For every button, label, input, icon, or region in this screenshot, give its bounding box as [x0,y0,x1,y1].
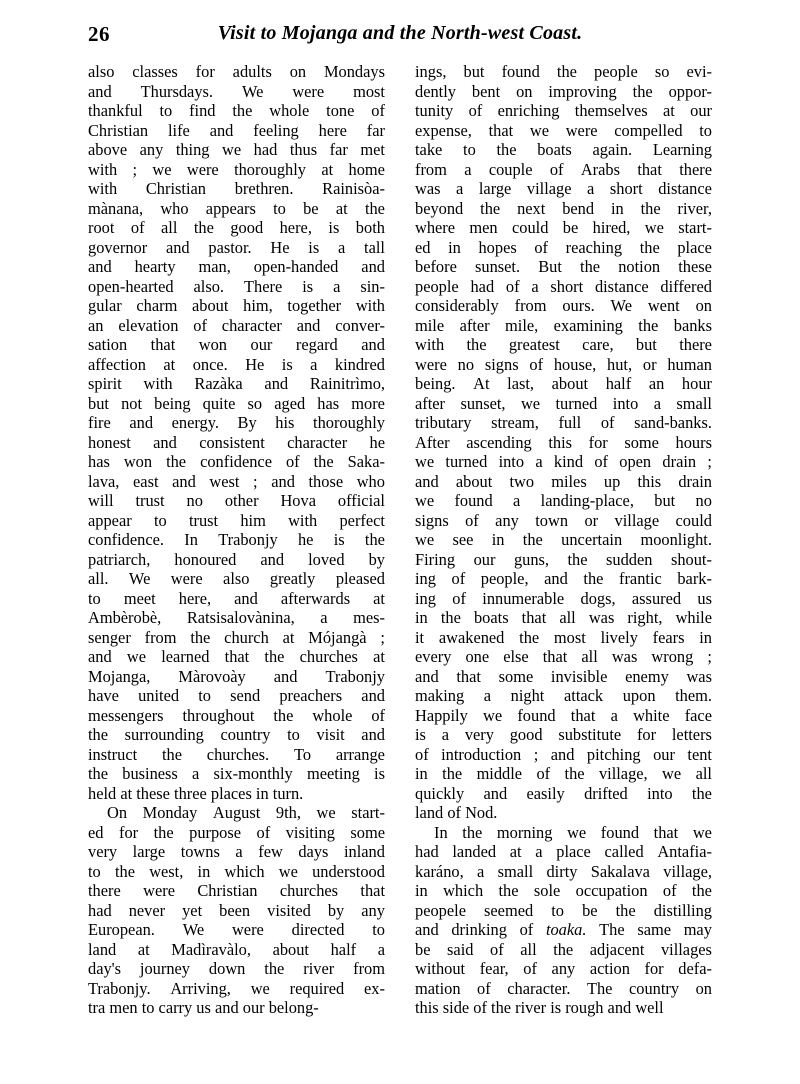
italic-word: toaka. [545,920,587,939]
text-line: ing of people, and the frantic bark- [415,569,712,588]
text-line: we see in the uncertain moonlight. [415,530,712,549]
text-line: in which the sole occupation of the [415,881,712,900]
text-line: we turned into a kind of open drain ; [415,452,712,471]
text-line: without fear, of any action for defa- [415,959,712,978]
text-line: mànana, who appears to be at the [88,198,385,218]
text-line: but not being quite so aged has more [88,393,385,413]
running-title: Visit to Mojanga and the North-west Coast. [217,22,583,44]
text-line: governor and pastor. He is a tall [88,237,385,257]
text-line: On Monday August 9th, we start- [107,803,385,822]
text-line: every one else that all was wrong ; [415,647,712,666]
text-line: and drinking of toaka. The same may [415,920,712,939]
text-line: Trabonjy. Arriving, we required ex- [88,978,385,998]
text-line: Mojanga, Màrovoày and Trabonjy [88,666,385,686]
column-left [88,62,385,1037]
text-line: after sunset, we turned into a small [415,393,712,413]
text-line: beyond the next bend in the river, [415,198,712,218]
text-line: mation of character. The country on [415,978,712,998]
text-line: has won the confidence of the Saka- [88,452,385,471]
text-line: spirit with Razàka and Rainitrìmo, [88,374,385,393]
text-line: messengers throughout the whole of [88,705,385,725]
text-line: we found a landing-place, but no [415,491,712,510]
text-line: karáno, a small dirty Sakalava village, [415,861,712,881]
text-line: were no signs of house, hut, or human [415,354,712,374]
text-line: had never yet been visited by any [88,900,385,920]
column-right [415,62,712,1037]
text-line: and we learned that the churches at [88,647,385,666]
text-line: mile after mile, examining the banks [415,315,712,335]
text-line: gular charm about him, together with [88,296,385,315]
text-line: with the greatest care, but there [415,335,712,354]
text-line: to the west, in which we understood [88,861,385,881]
text-line: an elevation of character and conver- [88,315,385,335]
text-line: European. We were directed to [88,920,385,939]
text-line: of introduction ; and pitching our tent [415,744,712,764]
text-line: being. At last, about half an hour [415,374,712,393]
text-line: is a very good substitute for letters [415,725,712,744]
text-line: it awakened the most lively fears in [415,627,712,647]
text-line: honest and consistent character he [88,432,385,452]
text-line: in the middle of the village, we all [415,764,712,783]
text-line: take to the boats again. Learning [415,140,712,159]
text-line: this side of the river is rough and well [415,998,664,1017]
text-line: before sunset. But the notion these [415,257,712,276]
text-line: above any thing we had thus far met [88,140,385,159]
text-line: open-hearted also. There is a sin- [88,276,385,296]
text-line: where men could be hired, we start- [415,218,712,237]
text-line: thankful to find the whole tone of [88,101,385,120]
text-line: all. We were also greatly pleased [88,569,385,588]
text-line: In the morning we found that we [434,822,712,842]
text-line: day's journey down the river from [88,959,385,978]
text-line: held at these three places in turn. [88,783,304,803]
text-line: had landed at a place called Antafia- [415,842,712,861]
text-line: Ambèrobè, Ratsisalovànina, a mes- [88,608,385,627]
text-line: considerably from ours. We went on [415,296,712,315]
text-line: the surrounding country to visit and [88,725,385,744]
text-line: there were Christian churches that [88,881,385,900]
text-line: and Thursdays. We were most [88,81,385,101]
text-line: confidence. In Trabonjy he is the [88,530,385,549]
text-line: making a night attack upon them. [415,686,712,705]
text-line: land of Nod. [415,803,498,822]
text-line: and about two miles up this drain [415,471,712,491]
text-line: signs of any town or village could [415,510,712,530]
text-line: dently bent on improving the oppor- [415,81,712,101]
text-line: very large towns a few days inland [88,842,385,861]
text-line: ing of innumerable dogs, assured us [415,588,712,608]
text-line: expense, that we were compelled to [415,120,712,140]
text-line: from a couple of Arabs that there [415,159,712,179]
text-line: fire and energy. By his thoroughly [88,413,385,432]
text-line: patriarch, honoured and loved by [88,549,385,569]
text-line: the business a six-monthly meeting is [88,764,385,783]
text-line: ings, but found the people so evi- [415,62,712,81]
text-line: Happily we found that a white face [415,705,712,725]
text-line: tra men to carry us and our belong- [88,998,319,1017]
page-number: 26 [88,22,110,46]
text-line: root of all the good here, is both [88,218,385,237]
text-line: ed for the purpose of visiting some [88,822,385,842]
running-head [88,20,712,54]
text-line: and hearty man, open-handed and [88,257,385,276]
text-body [88,62,712,1037]
text-line: After ascending this for some hours [415,432,712,452]
text-line: also classes for adults on Mondays [88,62,385,81]
text-line: in the boats that all was right, while [415,608,712,627]
text-line: appear to trust him with perfect [88,510,385,530]
text-line: have united to send preachers and [88,686,385,705]
text-line: with Christian brethren. Rainisòa- [88,179,385,198]
text-line: senger from the church at Mójangà ; [88,627,385,647]
text-line: will trust no other Hova official [88,491,385,510]
text-line: people had of a short distance differed [415,276,712,296]
text-line: to meet here, and afterwards at [88,588,385,608]
text-line: tributary stream, full of sand-banks. [415,413,712,432]
text-line: ed in hopes of reaching the place [415,237,712,257]
text-line: and that some invisible enemy was [415,666,712,686]
text-line: land at Madìravàlo, about half a [88,939,385,959]
text-line: affection at once. He is a kindred [88,354,385,374]
text-line: instruct the churches. To arrange [88,744,385,764]
text-line: was a large village a short distance [415,179,712,198]
text-line: lava, east and west ; and those who [88,471,385,491]
text-line: Firing our guns, the sudden shout- [415,549,712,569]
text-line: Christian life and feeling here far [88,120,385,140]
text-line: sation that won our regard and [88,335,385,354]
text-line: tunity of enriching themselves at our [415,101,712,120]
text-line: be said of all the adjacent villages [415,939,712,959]
text-line: quickly and easily drifted into the [415,783,712,803]
text-line: with ; we were thoroughly at home [88,159,385,179]
text-line: peopele seemed to be the distilling [415,900,712,920]
